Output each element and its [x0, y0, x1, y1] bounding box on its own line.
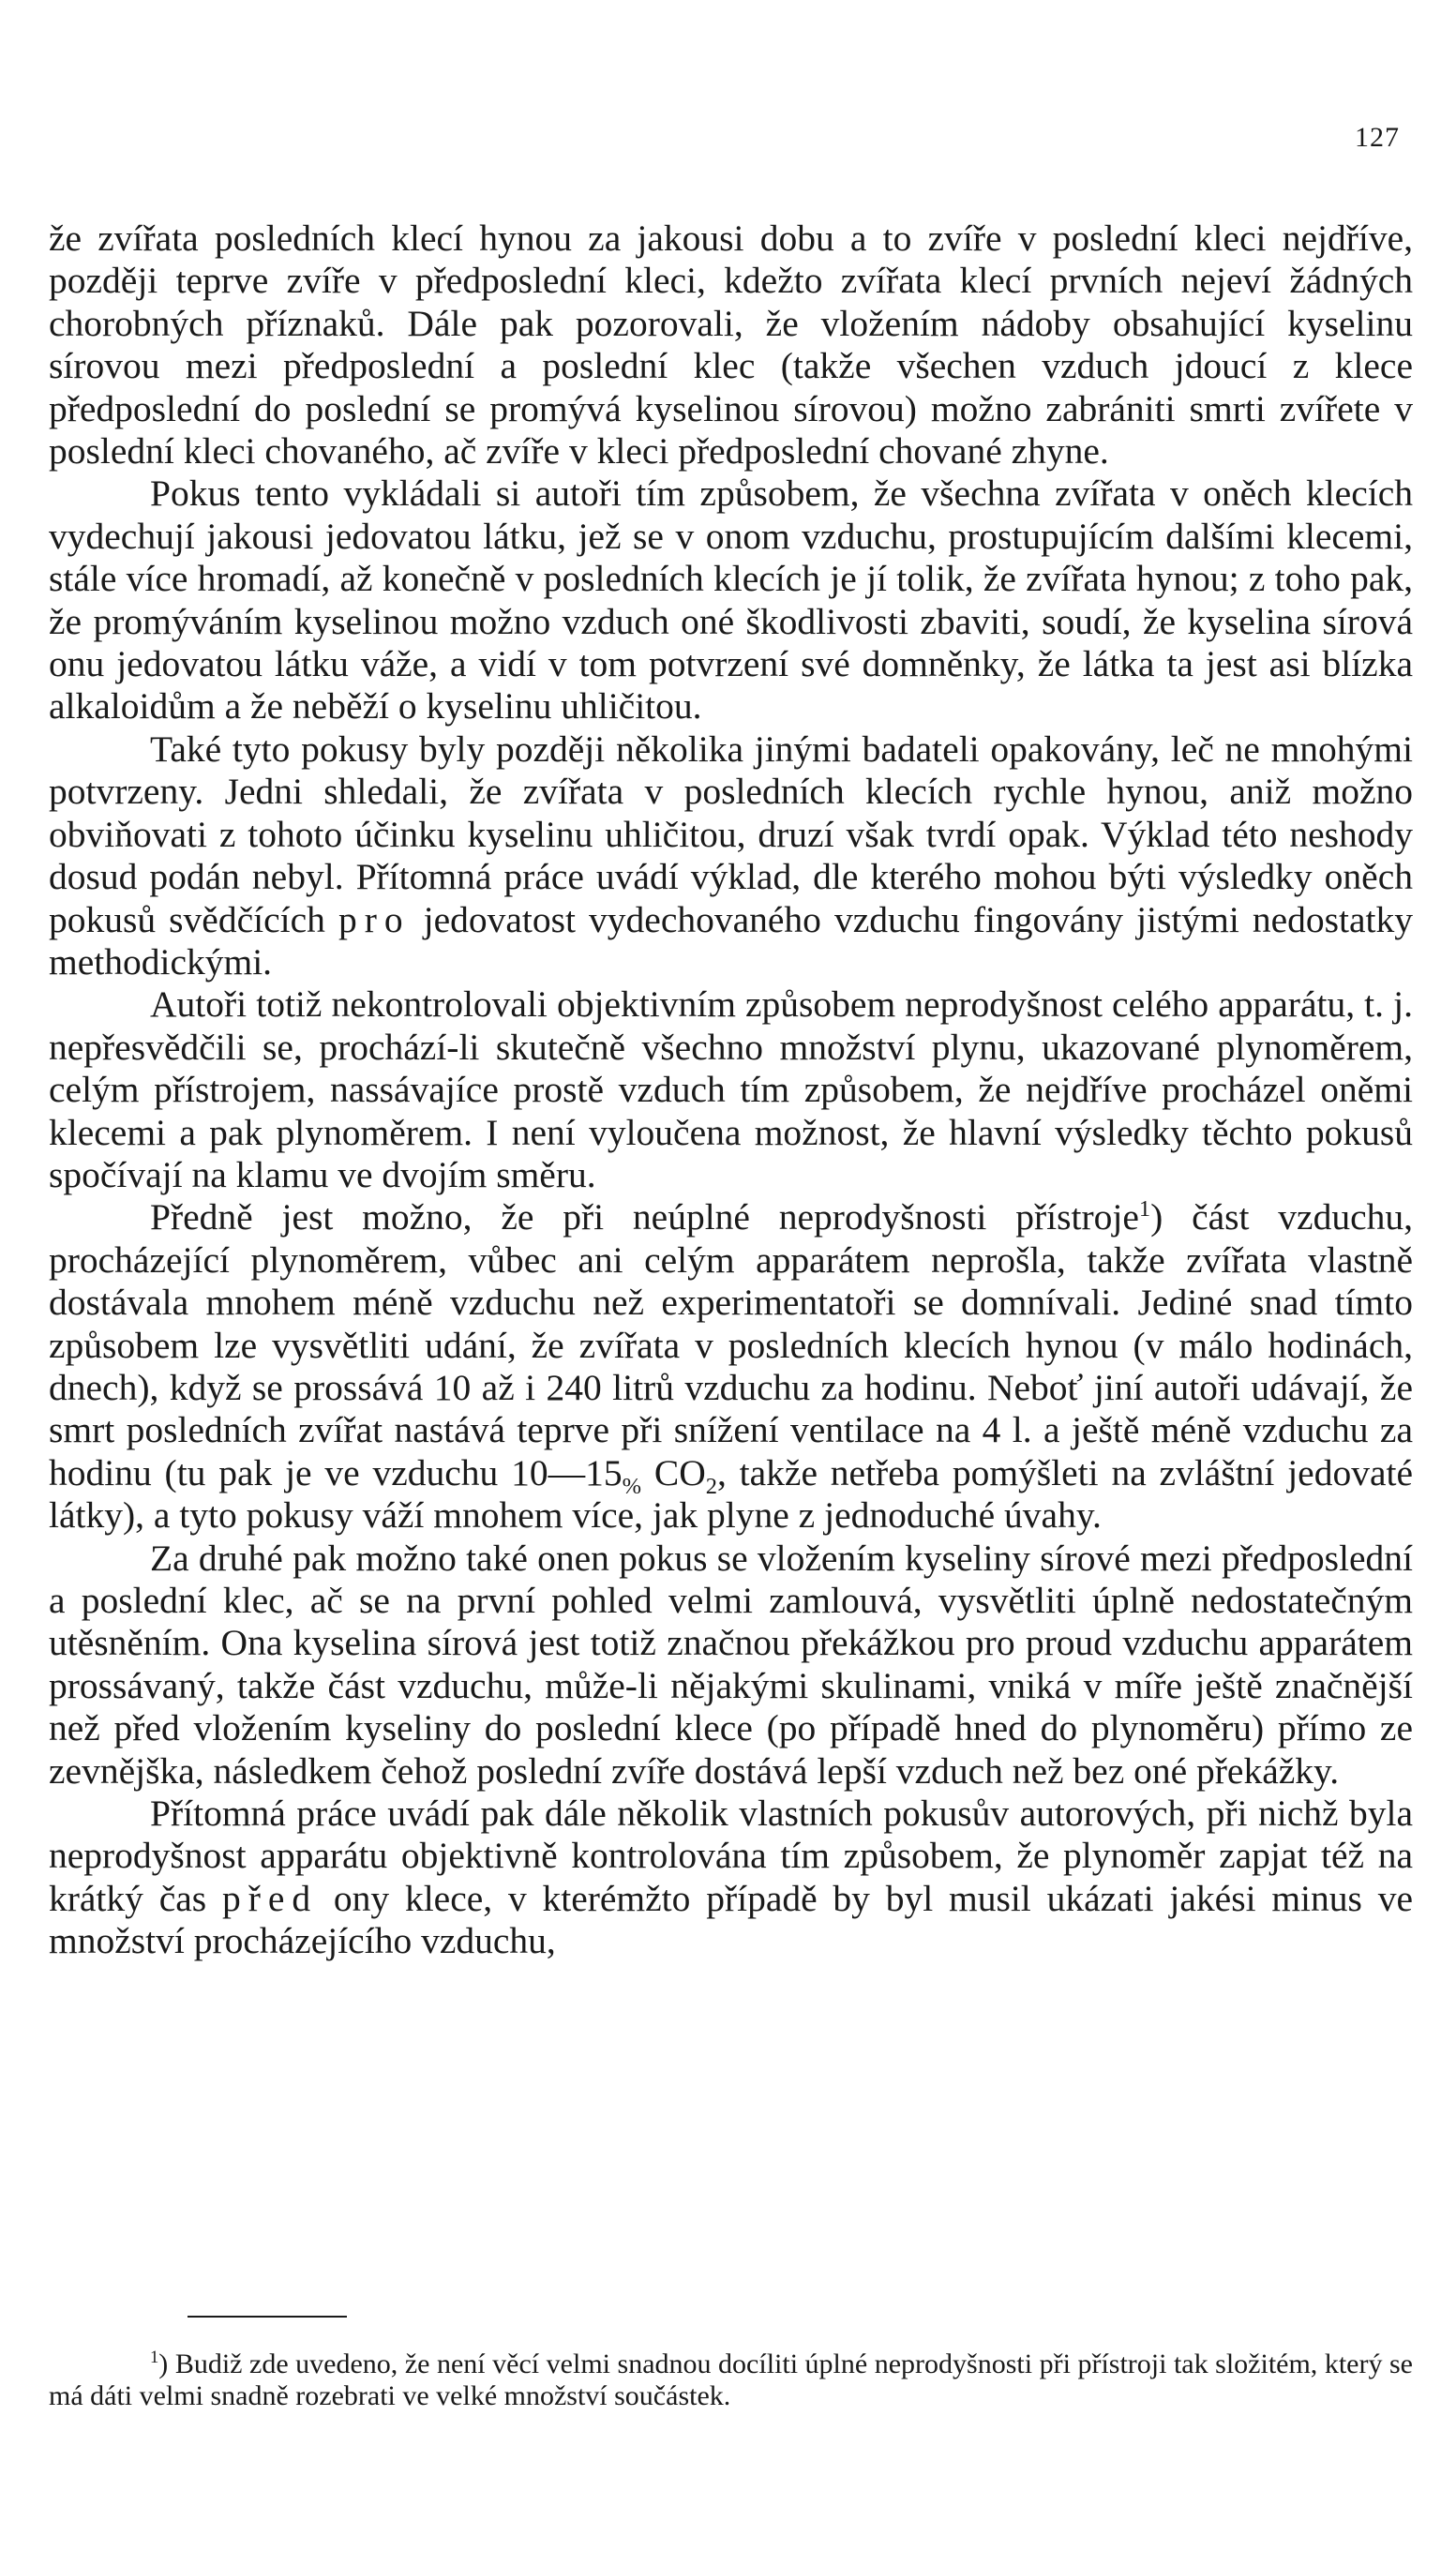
co2-formula: CO [641, 1451, 706, 1493]
paragraph-5-text-a: Předně jest možno, že při neúplné neprodyšnosti přístroje [150, 1196, 1139, 1238]
paragraph-7 [49, 1793, 1413, 1963]
co2-subscript: 2 [705, 1473, 717, 1499]
paragraph-5 [49, 1196, 1413, 1537]
paragraph-7-emphasis: před [221, 1877, 319, 1919]
paragraph-3-text-a: Také tyto pokusy byly později několika jinými badateli opakovány, leč ne mnohými potvrzeny. Jedni shledali, že zvířata v posledních klecích rychle hynou, aniž možno obviňovati z tohoto účinku kyselinu uhličitou, druzí však tvrdí opak. Výklad této neshody dosud podán nebyl. Přítomná práce uvádí výklad, dle kterého mohou býti výsledky oněch pokusů svědčících [49, 728, 1413, 940]
paragraph-2: Pokus tento vykládali si autoři tím způsobem, že všechna zvířata v oněch klecích vydechují jakousi jedovatou látku, jež se v onom vzduchu, prostupujícím dalšími klecemi, stále více hromadí, až konečně v posledních klecích je jí tolik, že zvířata hynou; z toho pak, že promýváním kyselinou možno vzduch oné škodlivosti zbaviti, soudí, že kyselina sírová onu jedovatou látku váže, a vidí v tom potvrzení své domněnky, že látka ta jest asi blízka alkaloidům a že neběží o kyselinu uhličitou. [49, 473, 1413, 728]
footnote-divider [188, 2316, 347, 2318]
paragraph-7-text-a: Přítomná práce uvádí pak dále několik vlastních pokusův autorových, při nichž byla neprodyšnost apparátu objektivně kontrolována tím způsobem, že plynoměr zapjat též na krátký čas [49, 1793, 1413, 1919]
paragraph-5-text-c: , takže netřeba pomýšleti na zvláštní jedovaté látky), a tyto pokusy váží mnohem více, jak plyne z jednoduché úvahy. [49, 1451, 1413, 1537]
paragraph-3-emphasis: pro [338, 898, 411, 940]
page-number: 127 [1355, 122, 1400, 153]
body-text [49, 218, 1413, 1963]
paragraph-1: že zvířata posledních klecí hynou za jakousi dobu a to zvíře v poslední kleci nejdříve, později teprve zvíře v předposlední kleci, kdežto zvířata klecí prvních nejeví žádných chorobných příznaků. Dále pak pozorovali, že vložením nádoby obsahující kyselinu sírovou mezi předposlední a poslední klec (takže všechen vzduch jdoucí z klece předposlední do poslední se promývá kyselinou sírovou) možno zabrániti smrti zvířete v poslední kleci chovaného, ač zvíře v kleci předposlední chované zhyne. [49, 218, 1413, 473]
paragraph-3-text-b: jedovatost vydechovaného vzduchu fingovány jistými nedostatky methodickými. [49, 898, 1413, 983]
paragraph-3 [49, 728, 1413, 983]
footnote-marker: 1 [150, 2348, 159, 2367]
footnote [49, 2348, 1413, 2412]
paragraph-5-text-b: ) část vzduchu, procházející plynoměrem, vůbec ani celým apparátem neprošla, takže zvířata vlastně dostávala mnohem méně vzduchu než experimentatoři se domnívali. Jediné snad tímto způsobem lze vysvětliti udání, že zvířata v posledních klecích hynou (v málo hodinách, dnech), když se prossává 10 až i 240 litrů vzduchu za hodinu. Neboť jiní autoři udávají, že smrt posledních zvířat nastává teprve při snížení ventilace na 4 l. a ještě méně vzduchu za hodinu (tu pak je ve vzduchu 10—15 [49, 1196, 1413, 1493]
paragraph-7-text-b: ony klece, v kterémžto případě by byl musil ukázati jakési minus ve množství procházejícího vzduchu, [49, 1877, 1413, 1962]
footnote-text: ) Budiž zde uvedeno, že není věcí velmi snadnou docíliti úplné neprodyšnosti při přístroji tak složitém, který se má dáti velmi snadně rozebrati ve velké množství součástek. [49, 2348, 1413, 2411]
footnote-reference: 1 [1138, 1196, 1151, 1223]
paragraph-6: Za druhé pak možno také onen pokus se vložením kyseliny sírové mezi předposlední a poslední klec, ač se na první pohled velmi zamlouvá, vysvětliti úplně nedostatečným utěsněním. Ona kyselina sírová jest totiž značnou překážkou pro proud vzduchu apparátem prossávaný, takže část vzduchu, může-li nějakými skulinami, vniká v míře ještě značnější než před vložením kyseliny do poslední klece (po případě hned do plynoměru) přímo ze zevnějška, následkem čehož poslední zvíře dostává lepší vzduch než bez oné překážky. [49, 1537, 1413, 1792]
paragraph-4: Autoři totiž nekontrolovali objektivním způsobem neprodyšnost celého apparátu, t. j. nepřesvědčili se, prochází-li skutečně všechno množství plynu, ukazované plynoměrem, celým přístrojem, nassávajíce prostě vzduch tím způsobem, že nejdříve procházel oněmi klecemi a pak plynoměrem. I není vyloučena možnost, že hlavní výsledky těchto pokusů spočívají na klamu ve dvojím směru. [49, 983, 1413, 1195]
percent-sign: % [622, 1473, 642, 1499]
